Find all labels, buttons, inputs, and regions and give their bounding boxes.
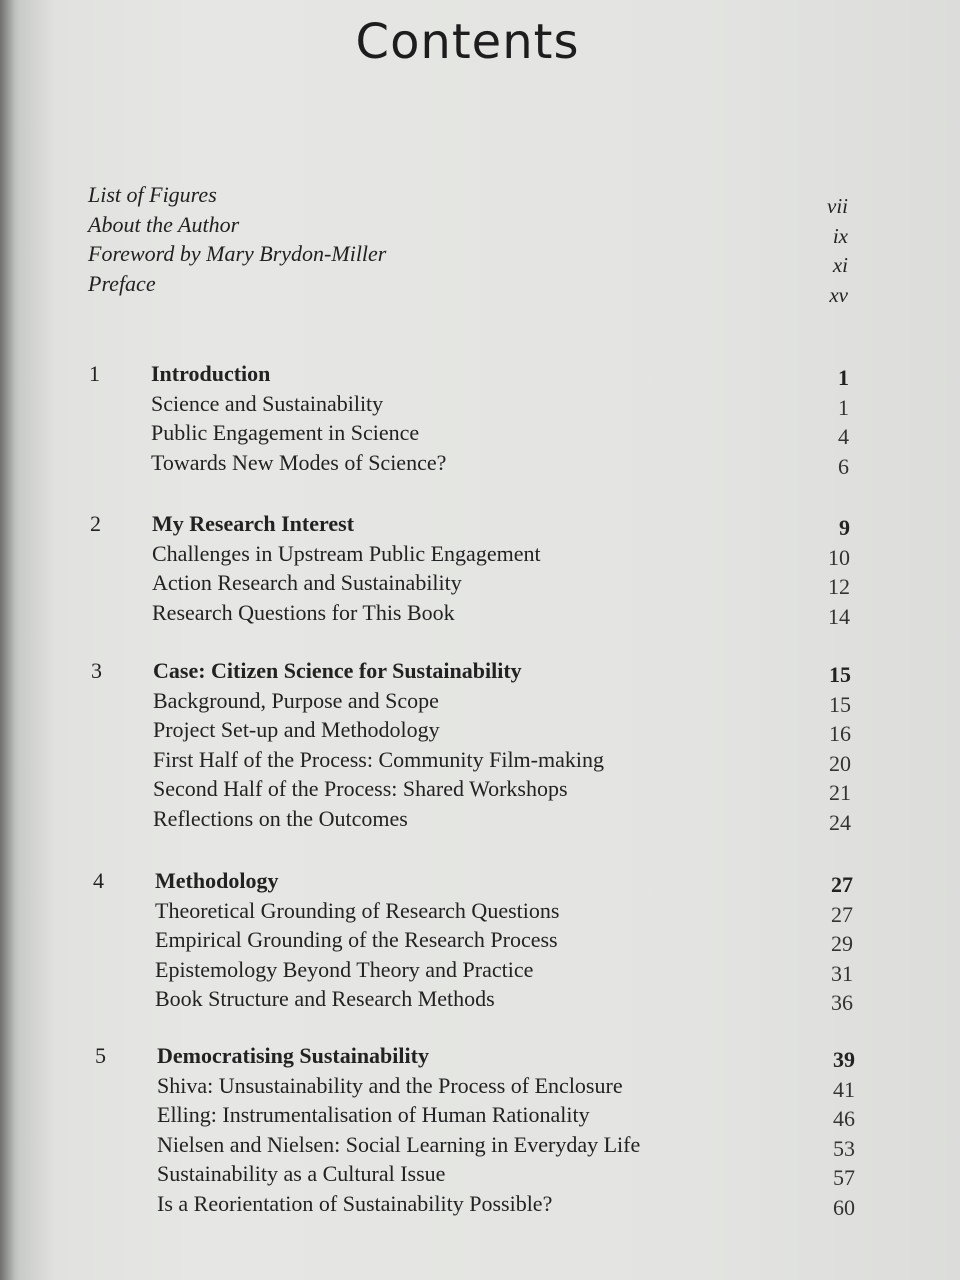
section-title: Towards New Modes of Science?: [151, 449, 447, 475]
section-title: Research Questions for This Book: [152, 599, 455, 625]
section-page: 14: [828, 603, 850, 629]
section-title: Book Structure and Research Methods: [155, 986, 495, 1012]
front-matter-label: About the Author: [88, 211, 240, 237]
section-entry: [93, 898, 853, 928]
section-entry: [93, 927, 853, 957]
section-page: 53: [833, 1135, 855, 1161]
section-page: 4: [838, 424, 849, 450]
section-entry: [95, 1132, 855, 1162]
section-page: 10: [828, 544, 850, 570]
chapter-5: [95, 1043, 855, 1221]
section-page: 36: [831, 990, 853, 1016]
section-entry: [90, 600, 850, 630]
chapter-page: 39: [833, 1047, 855, 1072]
chapter-number: 3: [91, 658, 102, 683]
section-page: 31: [831, 960, 853, 986]
section-page: 41: [833, 1076, 855, 1102]
chapter-heading: [95, 1043, 855, 1073]
chapter-page: 1: [838, 365, 849, 390]
section-entry: [91, 717, 851, 747]
front-matter-page: vii: [827, 194, 848, 218]
section-page: 21: [829, 780, 851, 806]
chapter-heading: [91, 658, 851, 688]
section-page: 27: [831, 901, 853, 927]
front-matter-item: [88, 182, 848, 218]
page-title: Contents: [355, 14, 580, 70]
front-matter-label: Foreword by Mary Brydon-Miller: [88, 241, 387, 266]
section-title: Action Research and Sustainability: [152, 570, 462, 596]
chapter-heading: [93, 868, 853, 898]
section-page: 12: [828, 574, 850, 600]
chapter-number: 5: [95, 1043, 106, 1068]
chapter-1: [89, 361, 849, 479]
chapter-number: 4: [93, 868, 104, 893]
section-title: Challenges in Upstream Public Engagement: [152, 540, 541, 566]
chapter-heading: [90, 511, 850, 541]
section-page: 24: [829, 809, 851, 835]
section-entry: [93, 986, 853, 1016]
section-entry: [89, 391, 849, 421]
section-title: First Half of the Process: Community Film-making: [153, 746, 604, 772]
section-entry: [95, 1191, 855, 1221]
section-title: Public Engagement in Science: [151, 420, 420, 446]
section-title: Is a Reorientation of Sustainability Possible?: [157, 1190, 553, 1216]
section-title: Empirical Grounding of the Research Process: [155, 927, 558, 953]
section-title: Theoretical Grounding of Research Questions: [155, 897, 560, 923]
section-title: Shiva: Unsustainability and the Process of Enclosure: [157, 1072, 623, 1098]
section-page: 57: [833, 1165, 855, 1191]
section-entry: [95, 1102, 855, 1132]
section-entry: [90, 541, 850, 571]
section-entry: [95, 1161, 855, 1191]
section-page: 20: [829, 750, 851, 776]
chapter-title: Methodology: [155, 868, 279, 893]
chapter-4: [93, 868, 853, 1016]
chapter-title: My Research Interest: [152, 511, 355, 536]
chapter-page: 9: [839, 515, 850, 540]
section-entry: [91, 776, 851, 806]
section-title: Second Half of the Process: Shared Workshops: [153, 776, 568, 802]
chapter-title: Case: Citizen Science for Sustainability: [153, 658, 522, 683]
section-page: 1: [838, 394, 849, 420]
section-page: 29: [831, 931, 853, 957]
section-entry: [89, 420, 849, 450]
front-matter-list: [88, 182, 848, 307]
section-page: 16: [829, 721, 851, 747]
section-page: 60: [833, 1194, 855, 1220]
section-entry: [91, 806, 851, 836]
front-matter-page: ix: [832, 223, 848, 248]
section-page: 6: [838, 453, 849, 479]
front-matter-item: [88, 270, 848, 307]
front-matter-item: [88, 241, 848, 277]
front-matter-label: List of Figures: [88, 182, 217, 207]
chapter-page: 15: [829, 662, 851, 687]
front-matter-page: xi: [832, 253, 848, 277]
section-title: Background, Purpose and Scope: [153, 687, 439, 713]
chapter-heading: [89, 361, 849, 391]
chapter-2: [90, 511, 850, 629]
section-title: Reflections on the Outcomes: [153, 805, 408, 831]
section-entry: [91, 747, 851, 777]
section-title: Sustainability as a Cultural Issue: [157, 1161, 446, 1187]
section-entry: [91, 688, 851, 718]
section-page: 15: [829, 691, 851, 717]
chapter-number: 2: [90, 511, 101, 536]
chapter-number: 1: [89, 361, 100, 386]
front-matter-label: Preface: [88, 270, 156, 296]
section-title: Project Set-up and Methodology: [153, 717, 440, 743]
section-entry: [89, 450, 849, 480]
chapter-title: Democratising Sustainability: [157, 1043, 429, 1068]
section-page: 46: [833, 1106, 855, 1132]
chapter-title: Introduction: [151, 361, 271, 386]
section-entry: [93, 957, 853, 987]
section-title: Nielsen and Nielsen: Social Learning in Everyday Life: [157, 1131, 641, 1157]
section-title: Elling: Instrumentalisation of Human Rationality: [157, 1102, 590, 1128]
page-edge-shadow: [0, 0, 14, 1280]
front-matter-item: [88, 211, 848, 248]
chapter-page: 27: [831, 872, 853, 897]
section-title: Epistemology Beyond Theory and Practice: [155, 956, 534, 982]
section-title: Science and Sustainability: [151, 390, 384, 416]
section-entry: [90, 570, 850, 600]
front-matter-page: xv: [829, 282, 848, 307]
chapter-3: [91, 658, 851, 836]
section-entry: [95, 1073, 855, 1103]
